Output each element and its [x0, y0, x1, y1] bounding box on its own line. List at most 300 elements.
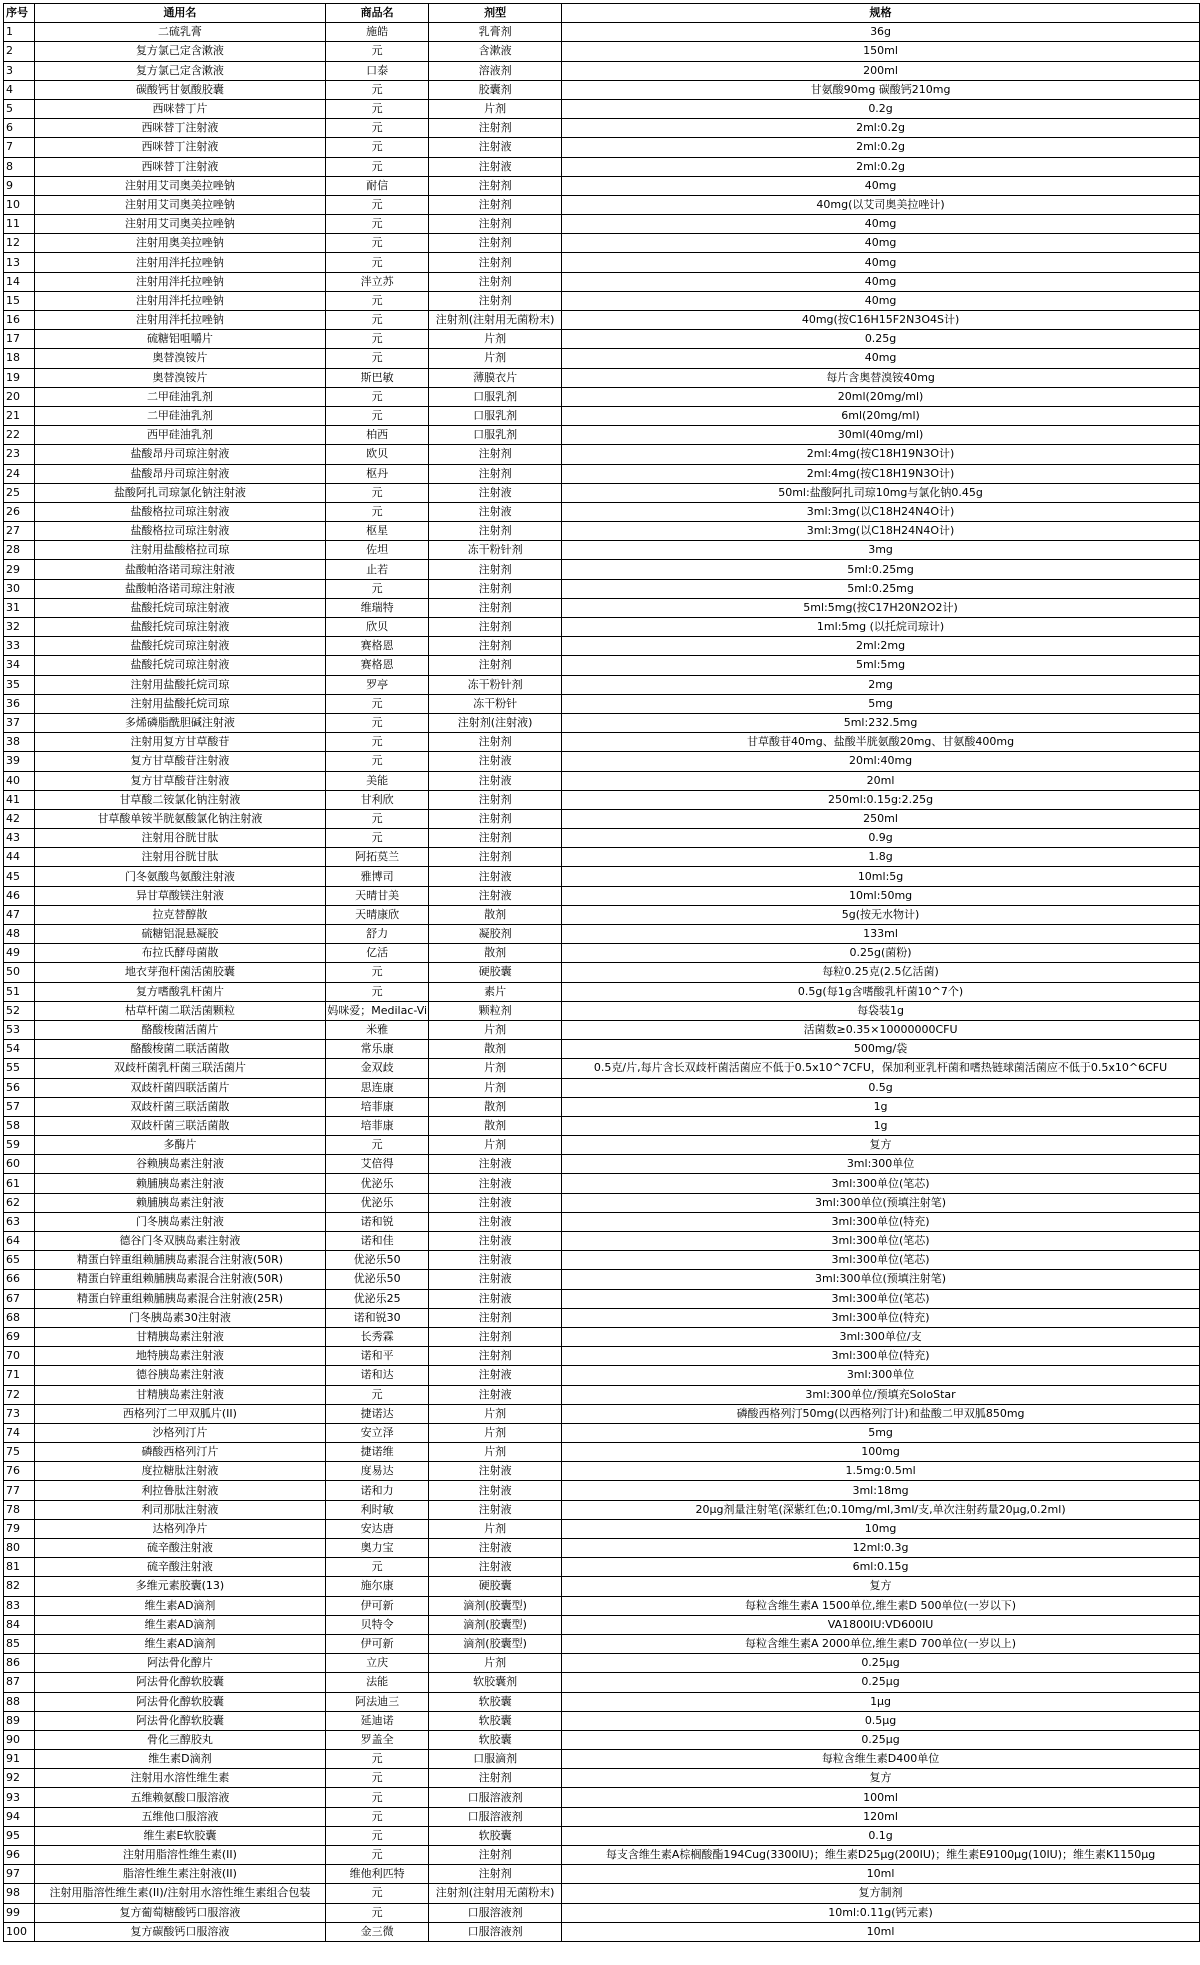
cell-trade-name: 伊可新 — [326, 1596, 429, 1615]
cell-dosage-form: 注射液 — [429, 138, 562, 157]
cell-generic-name: 双歧杆菌四联活菌片 — [34, 1078, 326, 1097]
cell-trade-name: 贝特令 — [326, 1615, 429, 1634]
cell-generic-name: 维生素AD滴剂 — [34, 1615, 326, 1634]
table-row — [4, 1212, 1200, 1231]
cell-generic-name: 注射用盐酸托烷司琼 — [34, 694, 326, 713]
table-body — [4, 23, 1200, 1942]
table-row — [4, 1884, 1200, 1903]
cell-specification: 甘草酸苷40mg、盐酸半胱氨酸20mg、甘氨酸400mg — [562, 733, 1200, 752]
cell-dosage-form: 散剂 — [429, 944, 562, 963]
table-row — [4, 829, 1200, 848]
header-specification: 规格 — [562, 4, 1200, 23]
cell-specification: 0.1g — [562, 1826, 1200, 1845]
cell-trade-name: 元 — [326, 502, 429, 521]
table-row — [4, 1116, 1200, 1135]
cell-specification: 2ml:0.2g — [562, 119, 1200, 138]
cell-trade-name: 伊可新 — [326, 1634, 429, 1653]
cell-specification: 复方 — [562, 1577, 1200, 1596]
table-row — [4, 1903, 1200, 1922]
cell-dosage-form: 散剂 — [429, 1116, 562, 1135]
cell-generic-name: 多维元素胶囊(13) — [34, 1577, 326, 1596]
cell-dosage-form: 注射剂 — [429, 579, 562, 598]
cell-generic-name: 注射用水溶性维生素 — [34, 1769, 326, 1788]
cell-generic-name: 地特胰岛素注射液 — [34, 1347, 326, 1366]
table-row — [4, 1232, 1200, 1251]
cell-generic-name: 西甲硅油乳剂 — [34, 426, 326, 445]
table-row — [4, 1327, 1200, 1346]
cell-generic-name: 多烯磷脂酰胆碱注射液 — [34, 713, 326, 732]
cell-dosage-form: 注射液 — [429, 1462, 562, 1481]
table-row — [4, 368, 1200, 387]
cell-index: 39 — [4, 752, 35, 771]
cell-generic-name: 维生素D滴剂 — [34, 1750, 326, 1769]
cell-specification: 复方制剂 — [562, 1884, 1200, 1903]
cell-index: 96 — [4, 1846, 35, 1865]
cell-specification: 1μg — [562, 1692, 1200, 1711]
table-row — [4, 1730, 1200, 1749]
cell-dosage-form: 冻干粉针 — [429, 694, 562, 713]
cell-specification: 0.25g — [562, 330, 1200, 349]
cell-generic-name: 硫辛酸注射液 — [34, 1558, 326, 1577]
cell-trade-name: 诺和锐30 — [326, 1308, 429, 1327]
cell-index: 28 — [4, 541, 35, 560]
cell-trade-name: 佐坦 — [326, 541, 429, 560]
cell-specification: 0.9g — [562, 829, 1200, 848]
cell-specification: 活菌数≥0.35×10000000CFU — [562, 1020, 1200, 1039]
table-row — [4, 1059, 1200, 1078]
cell-specification: 250ml — [562, 809, 1200, 828]
cell-index: 22 — [4, 426, 35, 445]
cell-index: 21 — [4, 406, 35, 425]
cell-index: 27 — [4, 522, 35, 541]
cell-trade-name: 罗亭 — [326, 675, 429, 694]
cell-specification: 1.8g — [562, 848, 1200, 867]
cell-index: 66 — [4, 1270, 35, 1289]
cell-trade-name: 元 — [326, 349, 429, 368]
cell-trade-name: 米雅 — [326, 1020, 429, 1039]
cell-trade-name: 优泌乐 — [326, 1174, 429, 1193]
cell-trade-name: 止若 — [326, 560, 429, 579]
cell-trade-name: 捷诺达 — [326, 1404, 429, 1423]
cell-index: 9 — [4, 176, 35, 195]
cell-dosage-form: 硬胶囊 — [429, 1577, 562, 1596]
cell-index: 69 — [4, 1327, 35, 1346]
cell-generic-name: 精蛋白锌重组赖脯胰岛素混合注射液(50R) — [34, 1270, 326, 1289]
cell-generic-name: 盐酸阿扎司琼氯化钠注射液 — [34, 483, 326, 502]
cell-generic-name: 拉克替醇散 — [34, 905, 326, 924]
table-row — [4, 176, 1200, 195]
cell-index: 97 — [4, 1865, 35, 1884]
table-row — [4, 426, 1200, 445]
table-row — [4, 195, 1200, 214]
cell-index: 58 — [4, 1116, 35, 1135]
cell-dosage-form: 注射液 — [429, 483, 562, 502]
cell-index: 81 — [4, 1558, 35, 1577]
table-row — [4, 579, 1200, 598]
cell-specification: 10mg — [562, 1519, 1200, 1538]
cell-trade-name: 元 — [326, 1385, 429, 1404]
cell-index: 36 — [4, 694, 35, 713]
cell-index: 79 — [4, 1519, 35, 1538]
cell-specification: 2ml:0.2g — [562, 157, 1200, 176]
cell-dosage-form: 注射剂 — [429, 733, 562, 752]
cell-dosage-form: 注射剂 — [429, 598, 562, 617]
cell-generic-name: 盐酸托烷司琼注射液 — [34, 598, 326, 617]
table-row — [4, 598, 1200, 617]
table-row — [4, 1922, 1200, 1941]
cell-specification: 3ml:18mg — [562, 1481, 1200, 1500]
cell-index: 62 — [4, 1193, 35, 1212]
cell-trade-name: 法能 — [326, 1673, 429, 1692]
cell-dosage-form: 滴剂(胶囊型) — [429, 1596, 562, 1615]
cell-specification: 5mg — [562, 694, 1200, 713]
cell-index: 34 — [4, 656, 35, 675]
cell-index: 37 — [4, 713, 35, 732]
cell-dosage-form: 散剂 — [429, 1040, 562, 1059]
cell-generic-name: 注射用泮托拉唑钠 — [34, 253, 326, 272]
cell-generic-name: 阿法骨化醇软胶囊 — [34, 1711, 326, 1730]
table-row — [4, 291, 1200, 310]
cell-dosage-form: 注射液 — [429, 1385, 562, 1404]
cell-trade-name: 元 — [326, 253, 429, 272]
table-row — [4, 905, 1200, 924]
cell-generic-name: 精蛋白锌重组赖脯胰岛素混合注射液(25R) — [34, 1289, 326, 1308]
cell-generic-name: 盐酸托烷司琼注射液 — [34, 618, 326, 637]
cell-specification: 0.5g(每1g含嗜酸乳杆菌10^7个) — [562, 982, 1200, 1001]
cell-index: 29 — [4, 560, 35, 579]
table-row — [4, 1673, 1200, 1692]
cell-trade-name: 元 — [326, 1788, 429, 1807]
cell-specification: 每粒含维生素A 2000单位,维生素D 700单位(一岁以上) — [562, 1634, 1200, 1653]
cell-trade-name: 利时敏 — [326, 1500, 429, 1519]
cell-trade-name: 元 — [326, 752, 429, 771]
cell-generic-name: 达格列净片 — [34, 1519, 326, 1538]
cell-generic-name: 注射用谷胱甘肽 — [34, 848, 326, 867]
table-row — [4, 234, 1200, 253]
cell-specification: 20ml — [562, 771, 1200, 790]
cell-index: 19 — [4, 368, 35, 387]
cell-dosage-form: 注射液 — [429, 1558, 562, 1577]
cell-dosage-form: 片剂 — [429, 99, 562, 118]
cell-dosage-form: 口服乳剂 — [429, 426, 562, 445]
cell-index: 24 — [4, 464, 35, 483]
cell-index: 87 — [4, 1673, 35, 1692]
cell-trade-name: 元 — [326, 963, 429, 982]
cell-specification: 5ml:5mg(按C17H20N2O2计) — [562, 598, 1200, 617]
cell-specification: 3ml:300单位 — [562, 1155, 1200, 1174]
cell-trade-name: 思连康 — [326, 1078, 429, 1097]
cell-dosage-form: 注射液 — [429, 1174, 562, 1193]
cell-generic-name: 二甲硅油乳剂 — [34, 387, 326, 406]
cell-generic-name: 阿法骨化醇片 — [34, 1654, 326, 1673]
cell-trade-name: 捷诺维 — [326, 1443, 429, 1462]
cell-index: 68 — [4, 1308, 35, 1327]
table-row — [4, 733, 1200, 752]
cell-trade-name: 优泌乐50 — [326, 1270, 429, 1289]
cell-specification: 复方 — [562, 1769, 1200, 1788]
cell-trade-name: 延迪诺 — [326, 1711, 429, 1730]
table-row — [4, 1097, 1200, 1116]
cell-generic-name: 注射用奥美拉唑钠 — [34, 234, 326, 253]
cell-specification: 每粒含维生素A 1500单位,维生素D 500单位(一岁以下) — [562, 1596, 1200, 1615]
cell-specification: 50ml:盐酸阿扎司琼10mg与氯化钠0.45g — [562, 483, 1200, 502]
table-row — [4, 1289, 1200, 1308]
cell-dosage-form: 注射剂(注射用无菌粉末) — [429, 1884, 562, 1903]
cell-index: 31 — [4, 598, 35, 617]
cell-index: 67 — [4, 1289, 35, 1308]
cell-generic-name: 注射用泮托拉唑钠 — [34, 311, 326, 330]
cell-dosage-form: 注射液 — [429, 867, 562, 886]
cell-index: 16 — [4, 311, 35, 330]
cell-index: 76 — [4, 1462, 35, 1481]
cell-generic-name: 阿法骨化醇软胶囊 — [34, 1692, 326, 1711]
cell-dosage-form: 片剂 — [429, 1136, 562, 1155]
cell-dosage-form: 注射剂 — [429, 234, 562, 253]
cell-dosage-form: 注射剂 — [429, 790, 562, 809]
cell-index: 73 — [4, 1404, 35, 1423]
cell-trade-name: 维他利匹特 — [326, 1865, 429, 1884]
table-row — [4, 23, 1200, 42]
cell-specification: 5g(按无水物计) — [562, 905, 1200, 924]
cell-dosage-form: 注射液 — [429, 1366, 562, 1385]
cell-specification: 3ml:300单位(笔芯) — [562, 1251, 1200, 1270]
cell-dosage-form: 注射剂 — [429, 445, 562, 464]
cell-index: 7 — [4, 138, 35, 157]
cell-generic-name: 注射用脂溶性维生素(II)/注射用水溶性维生素组合包装 — [34, 1884, 326, 1903]
cell-dosage-form: 片剂 — [429, 1423, 562, 1442]
header-dosage-form: 剂型 — [429, 4, 562, 23]
cell-trade-name: 美能 — [326, 771, 429, 790]
cell-generic-name: 二硫乳膏 — [34, 23, 326, 42]
cell-generic-name: 注射用复方甘草酸苷 — [34, 733, 326, 752]
cell-dosage-form: 口服溶液剂 — [429, 1788, 562, 1807]
cell-trade-name: 元 — [326, 694, 429, 713]
cell-generic-name: 门冬氨酸鸟氨酸注射液 — [34, 867, 326, 886]
cell-generic-name: 复方甘草酸苷注射液 — [34, 752, 326, 771]
cell-dosage-form: 冻干粉针剂 — [429, 541, 562, 560]
cell-generic-name: 盐酸帕洛诺司琼注射液 — [34, 560, 326, 579]
cell-dosage-form: 注射剂 — [429, 1846, 562, 1865]
cell-trade-name: 元 — [326, 1750, 429, 1769]
cell-generic-name: 西咪替丁注射液 — [34, 138, 326, 157]
cell-index: 4 — [4, 80, 35, 99]
cell-index: 82 — [4, 1577, 35, 1596]
cell-trade-name: 口泰 — [326, 61, 429, 80]
cell-generic-name: 盐酸格拉司琼注射液 — [34, 522, 326, 541]
cell-trade-name: 天晴康欣 — [326, 905, 429, 924]
cell-specification: 40mg — [562, 253, 1200, 272]
table-row — [4, 1020, 1200, 1039]
cell-trade-name: 施皓 — [326, 23, 429, 42]
cell-trade-name: 元 — [326, 215, 429, 234]
cell-generic-name: 骨化三醇胶丸 — [34, 1730, 326, 1749]
cell-dosage-form: 颗粒剂 — [429, 1001, 562, 1020]
table-row — [4, 311, 1200, 330]
cell-dosage-form: 口服溶液剂 — [429, 1922, 562, 1941]
table-row — [4, 157, 1200, 176]
cell-generic-name: 脂溶性维生素注射液(II) — [34, 1865, 326, 1884]
cell-generic-name: 复方氯己定含漱液 — [34, 42, 326, 61]
cell-dosage-form: 注射剂 — [429, 1769, 562, 1788]
cell-trade-name: 妈咪爱；Medilac-Vi — [326, 1001, 429, 1020]
table-row — [4, 1596, 1200, 1615]
cell-specification: 3ml:300单位(特充) — [562, 1347, 1200, 1366]
cell-trade-name: 度易达 — [326, 1462, 429, 1481]
cell-generic-name: 磷酸西格列汀片 — [34, 1443, 326, 1462]
table-row — [4, 944, 1200, 963]
cell-specification: 40mg(按C16H15F2N3O4S计) — [562, 311, 1200, 330]
cell-dosage-form: 片剂 — [429, 1059, 562, 1078]
cell-dosage-form: 注射液 — [429, 752, 562, 771]
cell-trade-name: 元 — [326, 311, 429, 330]
header-trade-name: 商品名 — [326, 4, 429, 23]
table-row — [4, 1634, 1200, 1653]
cell-specification: 5ml:0.25mg — [562, 579, 1200, 598]
cell-specification: 3ml:300单位 — [562, 1366, 1200, 1385]
cell-specification: 每支含维生素A棕榈酸酯194Cug(3300IU)；维生素D25μg(200IU)；维生素E9100μg(10IU)；维生素K1150μg — [562, 1846, 1200, 1865]
cell-dosage-form: 片剂 — [429, 1078, 562, 1097]
cell-index: 88 — [4, 1692, 35, 1711]
table-row — [4, 1558, 1200, 1577]
cell-specification: 0.5μg — [562, 1711, 1200, 1730]
cell-specification: 40mg — [562, 234, 1200, 253]
cell-dosage-form: 薄膜衣片 — [429, 368, 562, 387]
table-row — [4, 1347, 1200, 1366]
cell-trade-name: 阿法迪三 — [326, 1692, 429, 1711]
cell-generic-name: 盐酸帕洛诺司琼注射液 — [34, 579, 326, 598]
cell-dosage-form: 注射液 — [429, 886, 562, 905]
cell-specification: 每袋装1g — [562, 1001, 1200, 1020]
table-row — [4, 809, 1200, 828]
cell-dosage-form: 注射剂 — [429, 215, 562, 234]
cell-index: 92 — [4, 1769, 35, 1788]
cell-generic-name: 盐酸格拉司琼注射液 — [34, 502, 326, 521]
cell-dosage-form: 素片 — [429, 982, 562, 1001]
cell-trade-name: 元 — [326, 234, 429, 253]
table-row — [4, 272, 1200, 291]
cell-specification: 每片含奥替溴铵40mg — [562, 368, 1200, 387]
cell-generic-name: 盐酸昂丹司琼注射液 — [34, 445, 326, 464]
cell-specification: 每粒含维生素D400单位 — [562, 1750, 1200, 1769]
cell-generic-name: 维生素AD滴剂 — [34, 1634, 326, 1653]
cell-generic-name: 酪酸梭菌活菌片 — [34, 1020, 326, 1039]
cell-generic-name: 复方葡萄糖酸钙口服溶液 — [34, 1903, 326, 1922]
table-row — [4, 1519, 1200, 1538]
cell-trade-name: 诺和平 — [326, 1347, 429, 1366]
cell-index: 72 — [4, 1385, 35, 1404]
cell-specification: 3ml:300单位(预填注射笔) — [562, 1270, 1200, 1289]
cell-trade-name: 优泌乐50 — [326, 1251, 429, 1270]
cell-dosage-form: 注射液 — [429, 1500, 562, 1519]
cell-trade-name: 耐信 — [326, 176, 429, 195]
table-row — [4, 963, 1200, 982]
cell-generic-name: 西格列汀二甲双胍片(II) — [34, 1404, 326, 1423]
cell-specification: 3ml:300单位/预填充SoloStar — [562, 1385, 1200, 1404]
cell-index: 6 — [4, 119, 35, 138]
cell-trade-name: 金三微 — [326, 1922, 429, 1941]
cell-index: 94 — [4, 1807, 35, 1826]
table-row — [4, 80, 1200, 99]
cell-generic-name: 甘草酸单铵半胱氨酸氯化钠注射液 — [34, 809, 326, 828]
cell-dosage-form: 片剂 — [429, 330, 562, 349]
cell-specification: 2ml:0.2g — [562, 138, 1200, 157]
cell-generic-name: 德谷门冬双胰岛素注射液 — [34, 1232, 326, 1251]
cell-index: 40 — [4, 771, 35, 790]
cell-trade-name: 元 — [326, 483, 429, 502]
cell-dosage-form: 滴剂(胶囊型) — [429, 1634, 562, 1653]
cell-specification: VA1800IU:VD600IU — [562, 1615, 1200, 1634]
cell-generic-name: 复方嗜酸乳杆菌片 — [34, 982, 326, 1001]
cell-generic-name: 酪酸梭菌二联活菌散 — [34, 1040, 326, 1059]
cell-trade-name: 甘利欣 — [326, 790, 429, 809]
cell-dosage-form: 注射液 — [429, 1232, 562, 1251]
cell-dosage-form: 注射剂 — [429, 618, 562, 637]
cell-index: 93 — [4, 1788, 35, 1807]
header-row — [4, 4, 1200, 23]
cell-generic-name: 注射用艾司奥美拉唑钠 — [34, 195, 326, 214]
cell-index: 12 — [4, 234, 35, 253]
table-row — [4, 1865, 1200, 1884]
cell-dosage-form: 注射液 — [429, 1539, 562, 1558]
drug-table — [3, 3, 1200, 1942]
cell-trade-name: 元 — [326, 157, 429, 176]
cell-specification: 3ml:300单位(预填注射笔) — [562, 1193, 1200, 1212]
cell-dosage-form: 片剂 — [429, 1519, 562, 1538]
cell-dosage-form: 胶囊剂 — [429, 80, 562, 99]
cell-generic-name: 复方碳酸钙口服溶液 — [34, 1922, 326, 1941]
cell-dosage-form: 软胶囊剂 — [429, 1673, 562, 1692]
cell-index: 15 — [4, 291, 35, 310]
cell-specification: 10ml:50mg — [562, 886, 1200, 905]
cell-dosage-form: 片剂 — [429, 1443, 562, 1462]
cell-index: 38 — [4, 733, 35, 752]
cell-trade-name: 培菲康 — [326, 1097, 429, 1116]
cell-specification: 1ml:5mg (以托烷司琼计) — [562, 618, 1200, 637]
cell-specification: 250ml:0.15g:2.25g — [562, 790, 1200, 809]
cell-specification: 3ml:300单位/支 — [562, 1327, 1200, 1346]
cell-specification: 150ml — [562, 42, 1200, 61]
table-row — [4, 541, 1200, 560]
table-row — [4, 330, 1200, 349]
cell-specification: 100mg — [562, 1443, 1200, 1462]
cell-specification: 3ml:300单位(笔芯) — [562, 1232, 1200, 1251]
cell-generic-name: 甘精胰岛素注射液 — [34, 1385, 326, 1404]
cell-specification: 复方 — [562, 1136, 1200, 1155]
cell-trade-name: 优泌乐 — [326, 1193, 429, 1212]
cell-generic-name: 谷赖胰岛素注射液 — [34, 1155, 326, 1174]
cell-generic-name: 度拉糖肽注射液 — [34, 1462, 326, 1481]
cell-trade-name: 维瑞特 — [326, 598, 429, 617]
cell-specification: 5ml:232.5mg — [562, 713, 1200, 732]
cell-trade-name: 长秀霖 — [326, 1327, 429, 1346]
cell-trade-name: 元 — [326, 99, 429, 118]
cell-index: 48 — [4, 925, 35, 944]
cell-trade-name: 安达唐 — [326, 1519, 429, 1538]
table-row — [4, 502, 1200, 521]
cell-generic-name: 注射用泮托拉唑钠 — [34, 272, 326, 291]
cell-specification: 0.5g — [562, 1078, 1200, 1097]
cell-trade-name: 亿活 — [326, 944, 429, 963]
cell-dosage-form: 注射剂 — [429, 522, 562, 541]
cell-generic-name: 盐酸托烷司琼注射液 — [34, 637, 326, 656]
cell-index: 65 — [4, 1251, 35, 1270]
cell-trade-name: 元 — [326, 80, 429, 99]
cell-index: 84 — [4, 1615, 35, 1634]
cell-trade-name: 泮立苏 — [326, 272, 429, 291]
table-row — [4, 1366, 1200, 1385]
cell-index: 1 — [4, 23, 35, 42]
cell-generic-name: 注射用盐酸托烷司琼 — [34, 675, 326, 694]
